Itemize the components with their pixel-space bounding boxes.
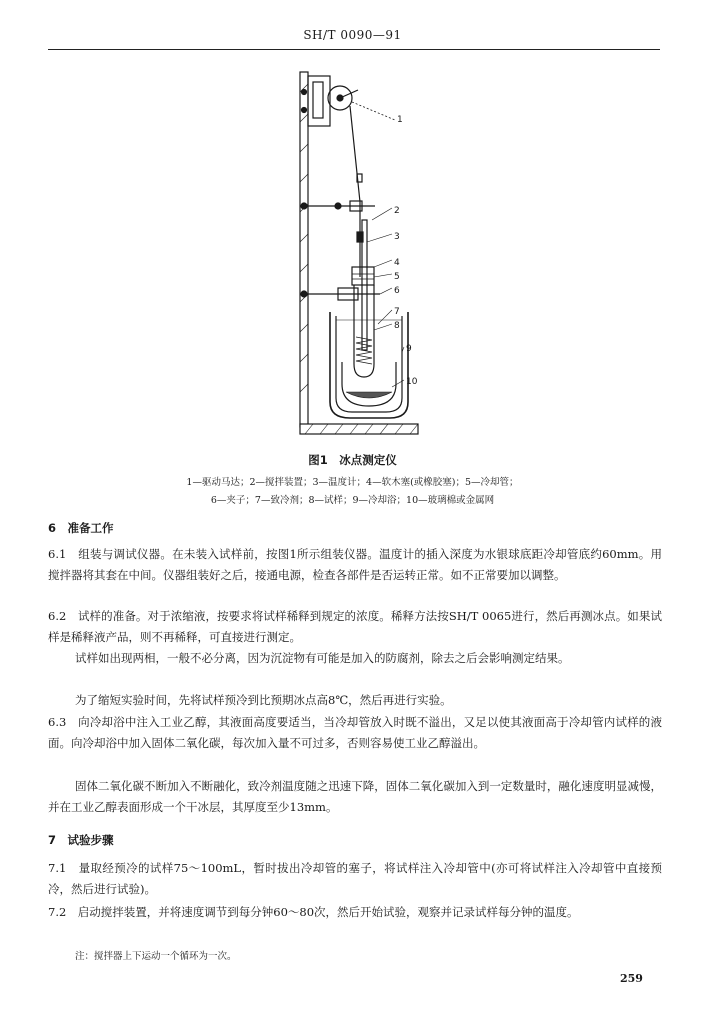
callout-7: 7 xyxy=(394,307,400,317)
paragraph-6-1: 6.1 组装与调试仪器。在未装入试样前，按图1所示组装仪器。温度计的插入深度为水银球底距冷却管底约60mm。用搅拌器将其套在中间。仪器组装好之后，接通电源，检查各部件是否运转正常。如不正常要加以调整。 xyxy=(48,547,662,582)
freezing-point-apparatus-diagram xyxy=(280,62,440,447)
callout-6: 6 xyxy=(394,286,400,296)
document-header: SH/T 0090—91 xyxy=(303,28,402,42)
paragraph-6-2-precool: 为了缩短实验时间，先将试样预冷到比预期冰点高8℃，然后再进行实验。 xyxy=(75,693,452,707)
header-rule xyxy=(48,49,660,50)
callout-10: 10 xyxy=(406,377,418,387)
callout-1: 1 xyxy=(397,115,403,125)
paragraph-7-1: 7.1 量取经预冷的试样75～100mL，暂时拔出冷却管的塞子，将试样注入冷却管中(亦可将试样注入冷却管中直接预冷，然后进行试验)。 xyxy=(48,861,662,896)
paragraph-7-2: 7.2 启动搅拌装置，并将速度调节到每分钟60～80次，然后开始试验，观察并记录试样每分钟的温度。 xyxy=(48,905,579,919)
figure-legend-line2: 6—夹子；7—致冷剂；8—试样；9—冷却浴；10—玻璃棉或金属网 xyxy=(210,495,495,506)
section-6-heading: 6 准备工作 xyxy=(48,521,114,535)
paragraph-6-3-dry-ice: 固体二氧化碳不断加入不断融化，致冷剂温度随之迅速下降，固体二氧化碳加入到一定数量时，融化速度明显减慢，并在工业乙醇表面形成一个干冰层，其厚度至少13mm。 xyxy=(48,779,662,814)
figure-legend-line1: 1—驱动马达；2—搅拌装置；3—温度计；4—软木塞(或橡胶塞)；5—冷却管； xyxy=(186,477,519,488)
callout-5: 5 xyxy=(394,272,400,282)
note: 注：搅拌器上下运动一个循环为一次。 xyxy=(75,951,237,962)
section-7-heading: 7 试验步骤 xyxy=(48,833,114,847)
paragraph-6-2-two-phase: 试样如出现两相，一般不必分离，因为沉淀物有可能是加入的防腐剂，除去之后会影响测定结果。 xyxy=(75,651,570,665)
figure-title: 图1 冰点测定仪 xyxy=(308,453,397,467)
callout-4: 4 xyxy=(394,258,400,268)
callout-2: 2 xyxy=(394,206,400,216)
paragraph-6-2: 6.2 试样的准备。对于浓缩液，按要求将试样稀释到规定的浓度。稀释方法按SH/T 0065进行，然后再测冰点。如果试样是稀释液产品，则不再稀释，可直接进行测定。 xyxy=(48,609,662,644)
callout-3: 3 xyxy=(394,232,400,242)
callout-8: 8 xyxy=(394,321,400,331)
paragraph-6-3: 6.3 向冷却浴中注入工业乙醇，其液面高度要适当，当冷却管放入时既不溢出，又足以使其液面高于冷却管内试样的液面。向冷却浴中加入固体二氧化碳，每次加入量不可过多，否则容易使工业乙醇溢出。 xyxy=(48,715,662,750)
callout-9: 9 xyxy=(406,344,412,354)
page-number: 259 xyxy=(620,972,643,985)
